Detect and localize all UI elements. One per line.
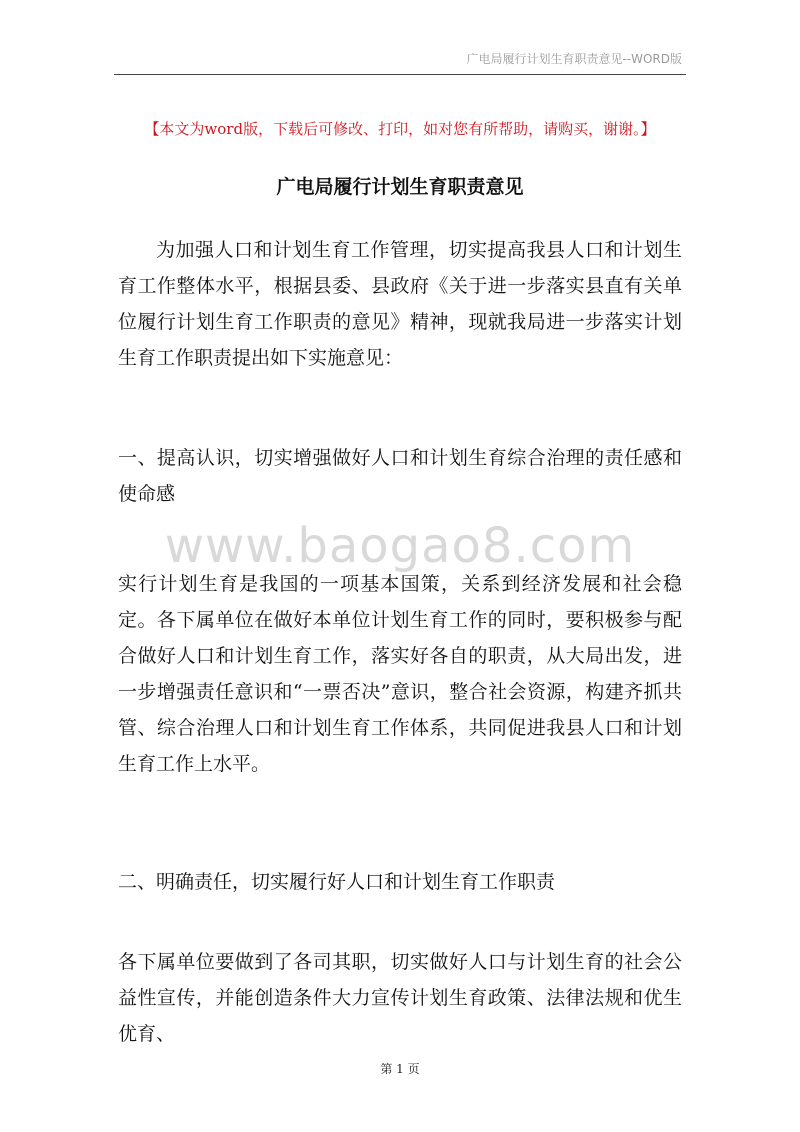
intro-paragraph: 为加强人口和计划生育工作管理，切实提高我县人口和计划生育工作整体水平，根据县委、县政府《关于进一步落实县直有关单位履行计划生育工作职责的意见》精神，现就我局进一步落实计划生育工作职责提出如下实施意见： [118, 239, 682, 369]
download-notice: 【本文为word版，下载后可修改、打印，如对您有所帮助，请购买，谢谢。】 [144, 120, 656, 138]
watermark: www.baogao8.com [164, 518, 636, 574]
header-divider [114, 74, 686, 75]
document-title: 广电局履行计划生育职责意见 [276, 176, 524, 198]
page-number: 第 1 页 [380, 1062, 420, 1076]
section-1-heading: 一、提高认识，切实增强做好人口和计划生育综合治理的责任感和使命感 [118, 447, 682, 505]
section-2-body: 各下属单位要做到了各司其职，切实做好人口与计划生育的社会公益性宣传，并能创造条件大力宣传计划生育政策、法律法规和优生优育、 [118, 951, 682, 1045]
running-header: 广电局履行计划生育职责意见--WORD版 [466, 52, 682, 66]
section-1-body: 实行计划生育是我国的一项基本国策，关系到经济发展和社会稳定。各下属单位在做好本单位计划生育工作的同时，要积极参与配合做好人口和计划生育工作，落实好各自的职责，从大局出发，进一步增强责任意识和“一票否决”意识，整合社会资源，构建齐抓共管、综合治理人口和计划生育工作体系，共同促进我县人口和计划生育工作上水平。 [118, 573, 682, 775]
section-2-heading: 二、明确责任，切实履行好人口和计划生育工作职责 [118, 871, 556, 893]
